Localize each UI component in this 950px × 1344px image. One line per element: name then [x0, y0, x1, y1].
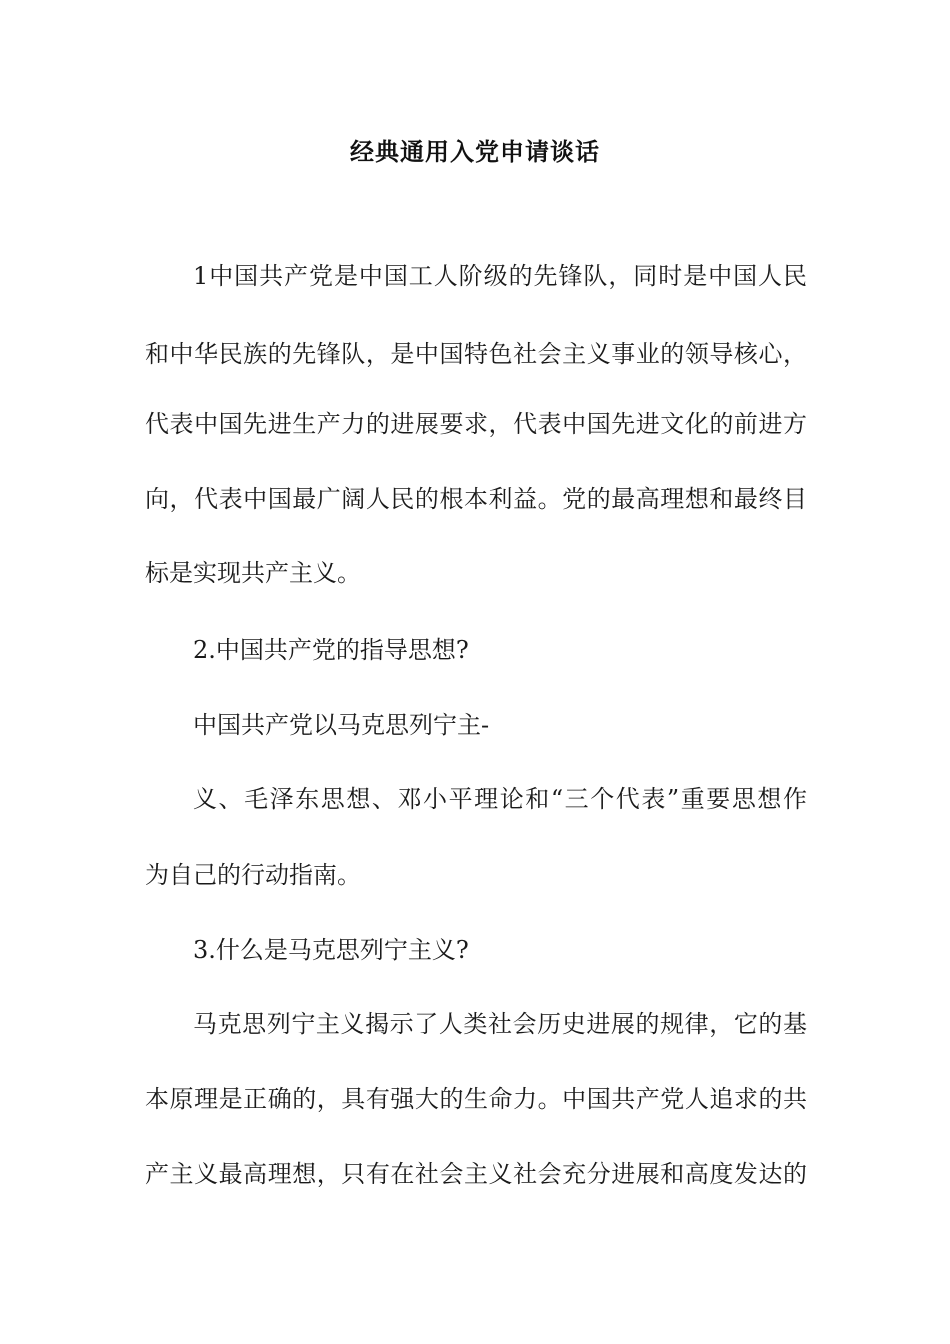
paragraph-line: 代表中国先进生产力的进展要求，代表中国先进文化的前进方 [145, 410, 807, 438]
paragraph-line: 马克思列宁主义揭示了人类社会历史进展的规律，它的基 [193, 1010, 807, 1038]
paragraph-line: 产主义最高理想，只有在社会主义社会充分进展和高度发达的 [145, 1160, 807, 1188]
question-heading: 3.什么是马克思列宁主义? [193, 936, 469, 964]
paragraph-line: 1中国共产党是中国工人阶级的先锋队，同时是中国人民 [193, 262, 807, 290]
document-title: 经典通用入党申请谈话 [350, 138, 600, 166]
paragraph-line: 为自己的行动指南。 [145, 861, 361, 889]
question-heading: 2.中国共产党的指导思想? [193, 636, 469, 664]
paragraph-line: 中国共产党以马克思列宁主- [193, 711, 490, 739]
paragraph-line: 义、毛泽东思想、邓小平理论和“三个代表”重要思想作 [193, 785, 807, 813]
paragraph-line: 标是实现共产主义。 [145, 559, 361, 587]
paragraph-line: 本原理是正确的，具有强大的生命力。中国共产党人追求的共 [145, 1085, 807, 1113]
paragraph-line: 向，代表中国最广阔人民的根本利益。党的最高理想和最终目 [145, 485, 807, 513]
paragraph-line: 和中华民族的先锋队，是中国特色社会主义事业的领导核心， [145, 340, 807, 368]
